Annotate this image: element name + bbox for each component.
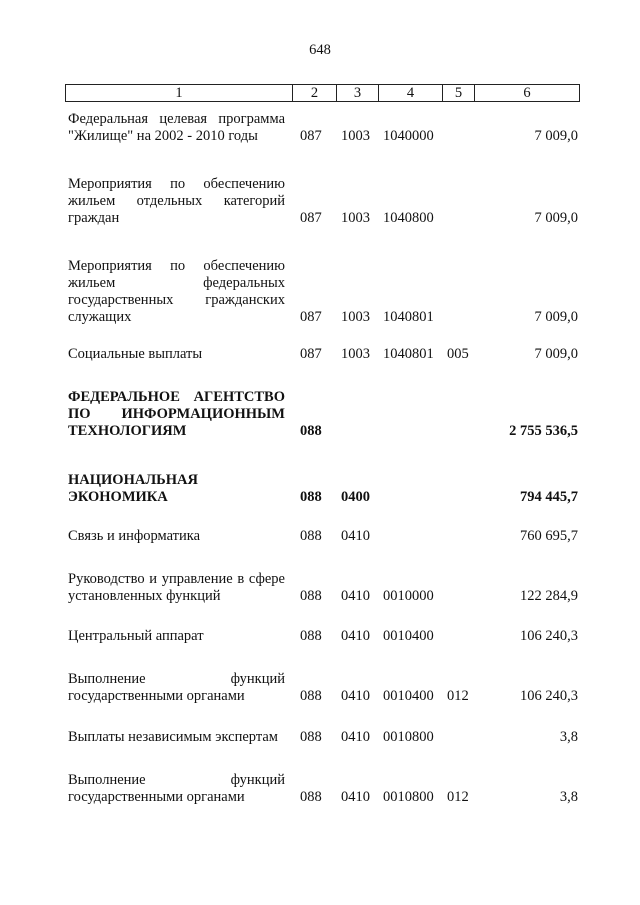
row-code-4: 0010400 xyxy=(383,628,434,644)
header-col-4: 4 xyxy=(379,85,443,101)
row-amount: 7 009,0 xyxy=(534,128,578,144)
row-amount: 106 240,3 xyxy=(520,628,578,644)
row-description: Центральный аппарат xyxy=(68,628,204,644)
row-code-4: 1040801 xyxy=(383,309,434,325)
row-amount: 3,8 xyxy=(559,729,578,745)
table-row xyxy=(68,571,578,605)
row-code-5: 012 xyxy=(447,789,469,805)
row-code-3: 0410 xyxy=(341,588,370,604)
row-description: ФЕДЕРАЛЬНОЕ АГЕНТСТВО ПО ИНФОРМАЦИОННЫМ ТЕХНОЛОГИЯМ xyxy=(68,389,285,439)
row-amount: 106 240,3 xyxy=(520,688,578,704)
row-code-2: 088 xyxy=(300,588,322,604)
table-row xyxy=(68,111,578,145)
table-row xyxy=(68,628,578,645)
table-row xyxy=(68,258,578,326)
row-code-5: 012 xyxy=(447,688,469,704)
table-row xyxy=(68,176,578,227)
row-amount: 122 284,9 xyxy=(520,588,578,604)
row-code-2: 088 xyxy=(300,628,322,644)
row-code-4: 0010000 xyxy=(383,588,434,604)
row-amount: 7 009,0 xyxy=(534,346,578,362)
row-amount: 760 695,7 xyxy=(520,528,578,544)
row-description: Мероприятия по обеспечению жильем отдельных категорий граждан xyxy=(68,176,285,226)
row-code-2: 087 xyxy=(300,210,322,226)
row-code-3: 0410 xyxy=(341,789,370,805)
row-code-2: 087 xyxy=(300,128,322,144)
row-code-5: 005 xyxy=(447,346,469,362)
row-code-2: 087 xyxy=(300,346,322,362)
row-code-2: 088 xyxy=(300,423,322,439)
row-code-2: 087 xyxy=(300,309,322,325)
table-row xyxy=(68,389,578,440)
row-description: НАЦИОНАЛЬНАЯ ЭКОНОМИКА xyxy=(68,472,198,505)
row-code-4: 1040800 xyxy=(383,210,434,226)
header-col-3: 3 xyxy=(337,85,379,101)
row-code-2: 088 xyxy=(300,729,322,745)
row-code-3: 0410 xyxy=(341,528,370,544)
row-code-4: 1040801 xyxy=(383,346,434,362)
row-code-4: 0010800 xyxy=(383,729,434,745)
row-description: Связь и информатика xyxy=(68,528,201,544)
row-description: Социальные выплаты xyxy=(68,346,203,362)
row-description: Мероприятия по обеспечению жильем федеральных государственных гражданских служащих xyxy=(68,258,285,325)
row-amount: 794 445,7 xyxy=(520,489,578,505)
row-description: Выплаты независимым экспертам xyxy=(68,729,278,745)
row-code-3: 1003 xyxy=(341,309,370,325)
row-amount: 3,8 xyxy=(559,789,578,805)
table-row xyxy=(68,671,578,705)
row-code-4: 1040000 xyxy=(383,128,434,144)
row-code-4: 0010800 xyxy=(383,789,434,805)
header-col-6: 6 xyxy=(523,85,531,101)
row-description: Выполнение функций государственными органами xyxy=(68,671,285,704)
table-row xyxy=(68,472,578,506)
header-col-5: 5 xyxy=(443,85,475,101)
row-amount: 7 009,0 xyxy=(534,309,578,325)
row-code-3: 0410 xyxy=(341,628,370,644)
header-col-1: 1 xyxy=(66,85,293,101)
row-code-2: 088 xyxy=(300,489,322,505)
table-row xyxy=(68,772,578,806)
row-code-2: 088 xyxy=(300,789,322,805)
page-number: 648 xyxy=(309,42,331,58)
row-code-2: 088 xyxy=(300,688,322,704)
row-code-3: 0400 xyxy=(341,489,370,505)
table-row xyxy=(68,528,578,545)
table-row xyxy=(68,729,578,746)
header-col-2: 2 xyxy=(293,85,337,101)
row-description: Федеральная целевая программа "Жилище" на 2002 - 2010 годы xyxy=(68,111,285,144)
row-code-3: 0410 xyxy=(341,688,370,704)
row-amount: 7 009,0 xyxy=(534,210,578,226)
row-amount: 2 755 536,5 xyxy=(509,423,578,439)
row-description: Руководство и управление в сфере установленных функций xyxy=(68,571,285,604)
row-code-4: 0010400 xyxy=(383,688,434,704)
row-description: Выполнение функций государственными органами xyxy=(68,772,285,805)
row-code-3: 1003 xyxy=(341,128,370,144)
row-code-3: 1003 xyxy=(341,346,370,362)
row-code-3: 0410 xyxy=(341,729,370,745)
table-header xyxy=(65,84,580,102)
row-code-2: 088 xyxy=(300,528,322,544)
row-code-3: 1003 xyxy=(341,210,370,226)
table-row xyxy=(68,346,578,363)
